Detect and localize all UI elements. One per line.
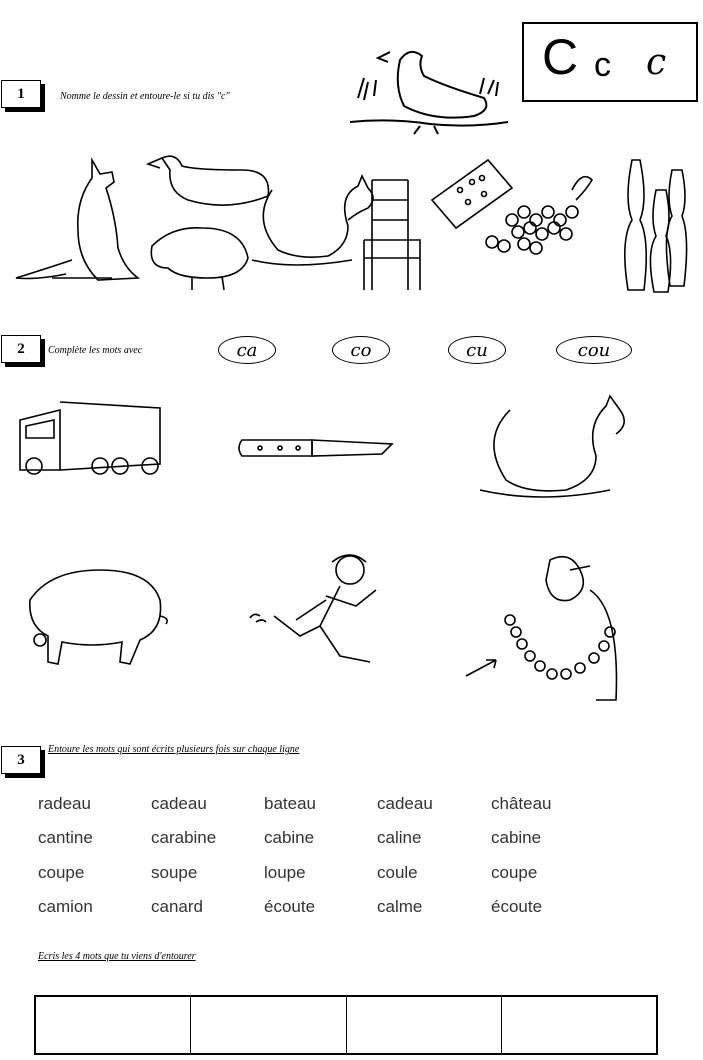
word-cell: cadeau [377,794,433,813]
word-cell: loupe [264,863,306,882]
necklace-picture [466,557,616,700]
answer-box-3[interactable] [347,997,502,1053]
word-cell: écoute [264,897,316,916]
answer-table [34,995,658,1055]
syllable-cu: cu [448,336,506,364]
syllable-ca: ca [218,336,276,364]
squirrel-picture-2 [480,396,624,497]
squirrel-picture [252,176,373,265]
word-cell: caline [377,828,422,847]
exercise-2-pictures [10,390,690,710]
grapes-picture [486,177,592,254]
kangaroo-picture [16,160,138,280]
knife-picture [239,440,392,456]
write-instruction: Ecris les 4 mots que tu viens d'entourer [38,951,196,962]
word-cell: camion [38,897,93,916]
lowercase-letter: c [594,46,611,84]
pig-picture [30,570,167,664]
exercise-3-number: 3 [1,746,41,774]
cursive-letter: c [646,42,667,83]
syllable-co: co [332,336,390,364]
exercise-1-instruction: Nomme le dessin et entoure-le si tu dis "c" [60,91,230,102]
word-cell: cabine [264,828,315,847]
word-cell: cantine [38,828,93,847]
duck-picture [148,156,268,205]
exercise-1-number: 1 [1,80,41,108]
truck-picture [20,402,160,474]
word-cell: coupe [38,863,85,882]
answer-box-2[interactable] [191,997,346,1053]
word-cell: écoute [491,897,543,916]
word-cell: radeau [38,794,91,813]
word-cell: carabine [151,828,217,847]
running-boy-picture [250,555,376,662]
duck-illustration [350,40,510,136]
boar-picture [151,228,248,290]
word-cell: bateau [264,794,316,813]
domino-picture [432,160,512,228]
word-cell: cabine [491,828,542,847]
word-cell: château [491,794,552,813]
word-cell: coupe [491,863,538,882]
word-cell: soupe [151,863,198,882]
exercise-3-instruction: Entoure les mots qui sont écrits plusieurs fois sur chaque ligne [48,744,300,755]
word-cell: cadeau [151,794,207,813]
uppercase-letter: C [542,29,579,85]
answer-box-1[interactable] [36,997,191,1053]
word-cell: canard [151,897,203,916]
word-cell: coule [377,863,418,882]
letter-box [522,22,698,102]
syllable-cou: cou [556,336,632,364]
exercise-2-number: 2 [1,335,41,363]
exercise-2-instruction: Complète les mots avec [48,345,143,356]
answer-box-4[interactable] [502,997,656,1053]
skittles-picture [625,160,687,292]
chair-picture [364,180,420,290]
word-cell: calme [377,897,423,916]
exercise-1-pictures [12,150,702,300]
